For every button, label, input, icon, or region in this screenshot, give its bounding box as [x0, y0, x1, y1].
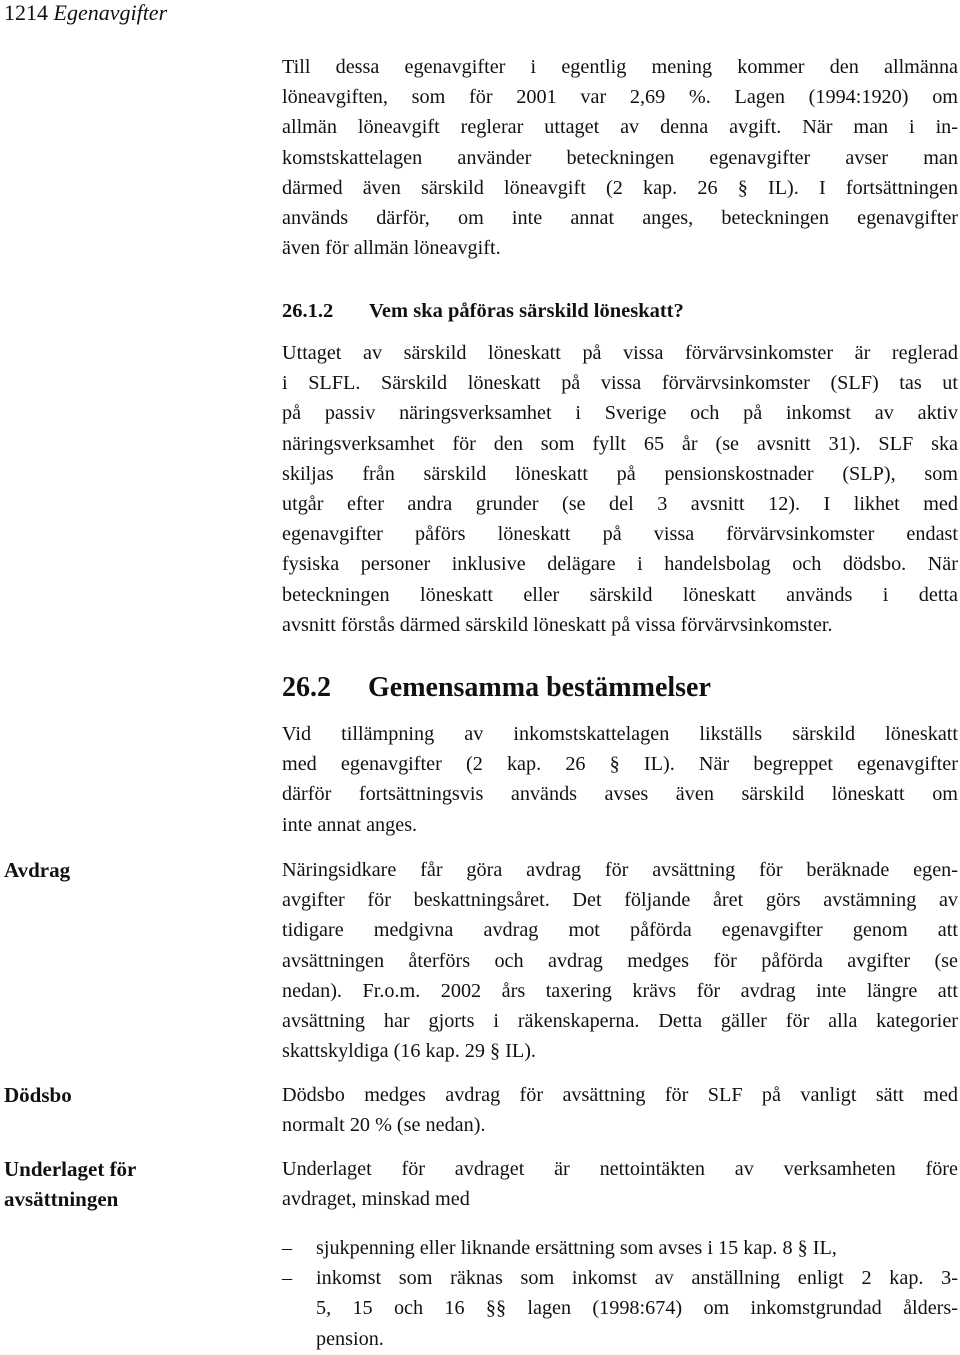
margin-heading-line: avsättningen	[4, 1187, 119, 1211]
text-line: Till dessa egenavgifter i egentlig mening kommer den allmänna	[282, 56, 958, 78]
text-line: även för allmän löneavgift.	[282, 237, 501, 260]
text-line: allmän löneavgift reglerar uttaget av denna avgift. När man i in-	[282, 116, 958, 139]
text-line: tidigare medgivna avdrag mot påförda egenavgifter genom att	[282, 919, 958, 942]
text-line: används därför, om inte annat anges, beteckningen egenavgifter	[282, 207, 958, 230]
list-item	[282, 1233, 958, 1263]
margin-heading-line: Underlaget för	[4, 1157, 137, 1181]
section-heading-26-2	[282, 672, 711, 704]
intro-paragraph	[282, 52, 958, 263]
text-line: Vid tillämpning av inkomstskattelagen likställs särskild löneskatt	[282, 723, 958, 745]
text-line: avdraget, minskad med	[282, 1188, 470, 1211]
text-line: löneavgiften, som för 2001 var 2,69 %. Lagen (1994:1920) om	[282, 86, 958, 109]
text-line: inte annat anges.	[282, 813, 418, 836]
text-line: skattskyldiga (16 kap. 29 § IL).	[282, 1040, 536, 1063]
text-line: Dödsbo medges avdrag för avsättning för SLF på vanligt sätt med	[282, 1084, 958, 1106]
text-line: komstskattelagen använder beteckningen egenavgifter avser man	[282, 146, 958, 169]
text-line: med egenavgifter (2 kap. 26 § IL). När begreppet egenavgifter	[282, 753, 958, 776]
text-line: normalt 20 % (se nedan).	[282, 1114, 486, 1137]
text-line: utgår efter andra grunder (se del 3 avsnitt 12). I likhet med	[282, 493, 958, 516]
section-heading-26-1-2	[282, 297, 684, 325]
text-line: inkomst som räknas som inkomst av anställning enligt 2 kap. 3-	[316, 1267, 958, 1290]
list-dash: –	[282, 1267, 293, 1290]
text-line: därför fortsättningsvis används avses även särskild löneskatt om	[282, 783, 958, 806]
text-line: näringsverksamhet för den som fyllt 65 år (se avsnitt 31). SLF ska	[282, 432, 958, 455]
slf-paragraph	[282, 338, 958, 640]
text-line: beteckningen löneskatt eller särskild löneskatt används i detta	[282, 583, 958, 606]
text-line: på passiv näringsverksamhet i Sverige och på inkomst av aktiv	[282, 402, 958, 425]
text-line: 5, 15 och 16 §§ lagen (1998:674) om inkomstgrundad ålders-	[316, 1297, 958, 1320]
section-number: 26.1.2	[282, 300, 334, 322]
underlaget-paragraph	[282, 1154, 958, 1214]
deduction-list	[282, 1233, 958, 1354]
running-title: Egenavgifter	[53, 0, 168, 25]
list-item	[282, 1263, 958, 1354]
section-title: Vem ska påföras särskild löneskatt?	[369, 300, 684, 322]
page-number: 1214	[4, 0, 48, 25]
text-line: fysiska personer inklusive delägare i handelsbolag och dödsbo. När	[282, 553, 958, 576]
text-line: egenavgifter påförs löneskatt på vissa förvärvsinkomster endast	[282, 523, 958, 546]
text-line: Uttaget av särskild löneskatt på vissa förvärvsinkomster är reglerad	[282, 342, 958, 364]
text-line: sjukpenning eller liknande ersättning som avses i 15 kap. 8 § IL,	[316, 1237, 837, 1259]
text-line: Underlaget för avdraget är nettointäkten av verksamheten före	[282, 1158, 958, 1180]
text-line: i SLFL. Särskild löneskatt på vissa förvärvsinkomster (SLF) tas ut	[282, 372, 958, 395]
margin-heading-dodsbo: Dödsbo	[4, 1083, 72, 1107]
dodsbo-paragraph	[282, 1080, 958, 1140]
text-line: avsnitt förstås därmed särskild löneskatt på vissa förvärvsinkomster.	[282, 613, 833, 636]
section-number: 26.2	[282, 672, 331, 703]
avdrag-paragraph	[282, 855, 958, 1066]
margin-heading-underlaget	[4, 1154, 136, 1214]
text-line: skiljas från särskild löneskatt på pensionskostnader (SLP), som	[282, 462, 958, 485]
margin-heading-avdrag: Avdrag	[4, 858, 71, 882]
text-line: pension.	[316, 1327, 384, 1350]
text-line: nedan). Fr.o.m. 2002 års taxering krävs för avdrag inte längre att	[282, 979, 958, 1002]
text-line: avsättning har gjorts i räkenskaperna. Detta gäller för alla kategorier	[282, 1010, 958, 1033]
section-title: Gemensamma bestämmelser	[368, 672, 711, 703]
running-header	[4, 0, 167, 26]
text-line: avsättningen återförs och avdrag medges för påförda avgifter (se	[282, 949, 958, 972]
gemensamma-paragraph	[282, 719, 958, 840]
text-line: avgifter för beskattningsåret. Det följande året görs avstämning av	[282, 889, 958, 912]
text-line: Näringsidkare får göra avdrag för avsättning för beräknade egen-	[282, 859, 958, 881]
text-line: därmed även särskild löneavgift (2 kap. 26 § IL). I fortsättningen	[282, 176, 958, 199]
list-dash: –	[282, 1237, 293, 1259]
